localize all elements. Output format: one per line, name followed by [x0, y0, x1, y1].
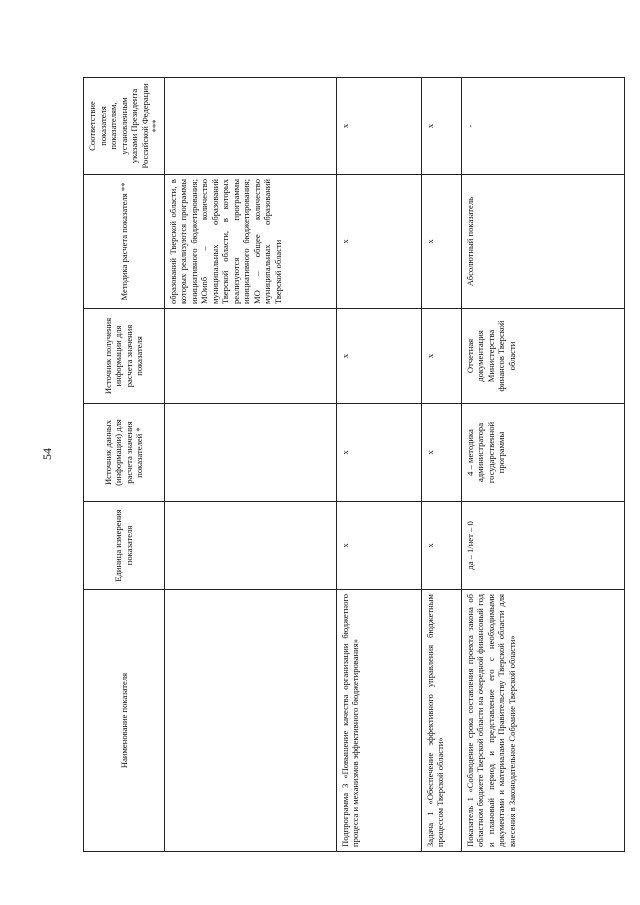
- table-row: [421, 78, 461, 852]
- cell-unit: х: [421, 502, 461, 590]
- cell-info-source: х: [421, 309, 461, 404]
- table-header-row: [84, 78, 165, 852]
- cell-info-source: [164, 309, 336, 404]
- cell-compliance: х: [421, 78, 461, 175]
- header-data-source: Источник данных (информации) для расчета значения показателей *: [84, 404, 165, 502]
- header-compliance: Соответствие показателя показателям, установленным указами Президента Российской Федерации ***: [84, 78, 165, 175]
- cell-data-source: х: [421, 404, 461, 502]
- page-number: 54: [40, 448, 54, 460]
- cell-info-source: Отчетная документация Министерства финансов Тверской области: [461, 309, 624, 404]
- header-method: Методика расчета показателя **: [84, 175, 165, 309]
- indicators-table: [83, 77, 625, 852]
- cell-unit: да – 1/нет – 0: [461, 502, 624, 590]
- cell-name: Показатель 1 «Соблюдение срока составления проекта закона об областном бюджете Тверской области на очередной финансовый год и плановый период и представление его с необходимыми документами и материалами Правительству Тверской области для внесения в Законодательное Собрание Тверской области»: [461, 590, 624, 852]
- table-row: [461, 78, 624, 852]
- cell-method: образований Тверской области, в которых реализуются программы инициативного бюджетирования; МОиnб – количество муниципальных образований Тверской области, в которых реализуются программы инициативного бюджетирования; МО – общее количество муниципальных образований Тверской области: [164, 175, 336, 309]
- cell-data-source: 4 – методика администратора государственной программы: [461, 404, 624, 502]
- cell-method: х: [421, 175, 461, 309]
- cell-compliance: х: [336, 78, 421, 175]
- cell-compliance: [164, 78, 336, 175]
- cell-name: Подпрограмма 3 «Повышение качества организации бюджетного процесса и механизмов эффективного бюджетирования»: [336, 590, 421, 852]
- cell-unit: [164, 502, 336, 590]
- cell-method: х: [336, 175, 421, 309]
- cell-data-source: х: [336, 404, 421, 502]
- cell-data-source: [164, 404, 336, 502]
- header-info-source: Источник получения информации для расчета значения показателя: [84, 309, 165, 404]
- header-name: Наименование показателя: [84, 590, 165, 852]
- cell-compliance: -: [461, 78, 624, 175]
- table-row: [164, 78, 336, 852]
- rotated-table-area: [83, 78, 640, 847]
- cell-name: Задача 1 «Обеспечение эффективного управления бюджетным процессом Тверской области»: [421, 590, 461, 852]
- rotated-table-frame: [83, 78, 603, 852]
- table-row: [336, 78, 421, 852]
- header-unit: Единица измерения показателя: [84, 502, 165, 590]
- cell-unit: х: [336, 502, 421, 590]
- cell-method: Абсолютный показатель: [461, 175, 624, 309]
- cell-name: [164, 590, 336, 852]
- cell-info-source: х: [336, 309, 421, 404]
